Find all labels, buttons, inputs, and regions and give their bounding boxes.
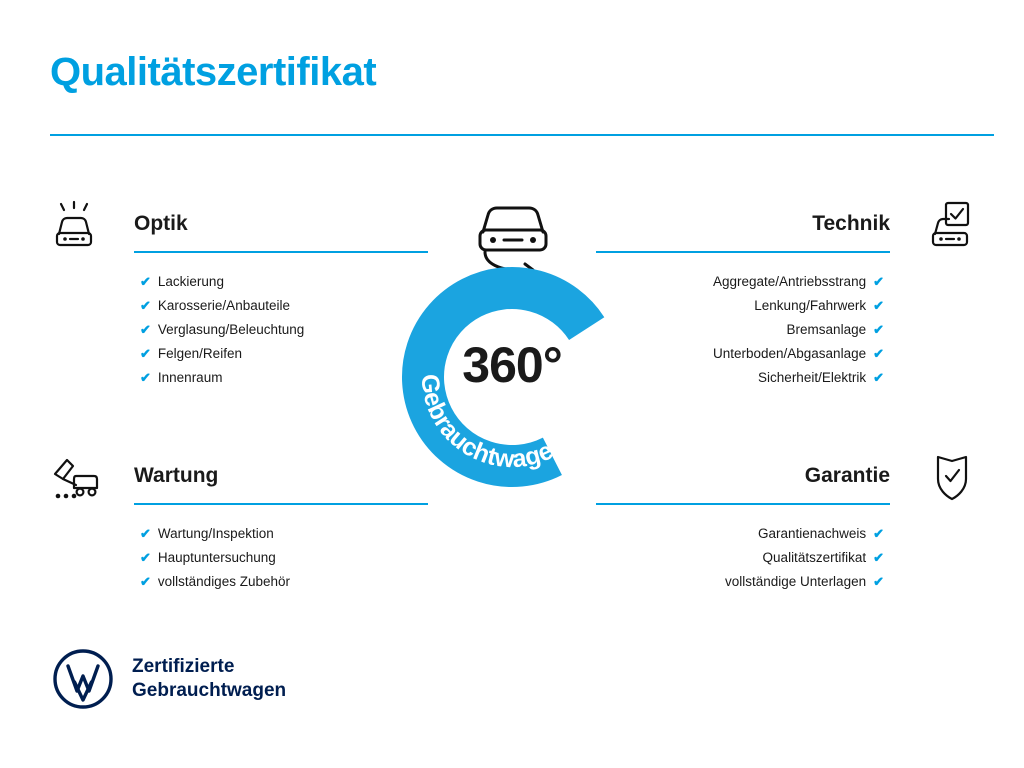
list-item-label: Bremsanlage <box>786 322 867 337</box>
list-item-label: Sicherheit/Elektrik <box>758 370 867 385</box>
section-title-optik: Optik <box>134 212 188 235</box>
footer-line-1: Zertifizierte <box>132 656 235 677</box>
list-item-label: Unterboden/Abgasanlage <box>712 346 867 361</box>
section-list-garantie <box>574 522 974 594</box>
title-divider <box>50 134 994 136</box>
list-item-label: Hauptuntersuchung <box>157 550 276 565</box>
section-divider-wartung <box>134 503 428 505</box>
check-icon: ✔ <box>140 550 151 565</box>
check-icon: ✔ <box>873 322 884 337</box>
section-divider-garantie <box>596 503 890 505</box>
list-item-label: Felgen/Reifen <box>157 346 242 361</box>
check-icon: ✔ <box>140 346 151 361</box>
vw-logo <box>52 648 114 710</box>
check-icon: ✔ <box>873 298 884 313</box>
list-item-label: Qualitätszertifikat <box>762 550 867 565</box>
list-item-label: Wartung/Inspektion <box>157 526 274 541</box>
list-item-label: vollständiges Zubehör <box>157 574 290 589</box>
list-item <box>574 522 884 546</box>
footer <box>52 648 286 710</box>
check-icon: ✔ <box>140 574 151 589</box>
section-list-wartung <box>50 522 450 594</box>
list-item-label: Garantienachweis <box>758 526 867 541</box>
list-item <box>140 522 450 546</box>
page-title: Qualitätszertifikat <box>50 50 377 94</box>
check-icon: ✔ <box>140 526 151 541</box>
check-icon: ✔ <box>873 370 884 385</box>
list-item <box>140 570 450 594</box>
list-item-label: Innenraum <box>157 370 223 385</box>
list-item-label: Verglasung/Beleuchtung <box>157 322 305 337</box>
check-icon: ✔ <box>873 346 884 361</box>
check-icon: ✔ <box>140 274 151 289</box>
section-title-garantie: Garantie <box>804 464 890 487</box>
list-item <box>574 546 884 570</box>
footer-line-2: Gebrauchtwagen <box>132 680 287 701</box>
shield-check-icon <box>902 452 974 508</box>
check-icon: ✔ <box>873 526 884 541</box>
section-title-wartung: Wartung <box>134 464 219 487</box>
list-item <box>140 546 450 570</box>
list-item-label: Aggregate/Antriebsstrang <box>712 274 867 289</box>
list-item-label: vollständige Unterlagen <box>725 574 867 589</box>
check-icon: ✔ <box>140 322 151 337</box>
car-polish-icon <box>50 200 122 256</box>
check-icon: ✔ <box>873 274 884 289</box>
car-lift-icon <box>50 452 122 508</box>
list-item <box>574 570 884 594</box>
check-icon: ✔ <box>873 550 884 565</box>
list-item-label: Lenkung/Fahrwerk <box>754 298 867 313</box>
check-icon: ✔ <box>873 574 884 589</box>
check-icon: ✔ <box>140 298 151 313</box>
center-badge <box>377 196 647 496</box>
degrees-label: 360° <box>462 337 562 393</box>
list-item-label: Lackierung <box>157 274 224 289</box>
section-title-technik: Technik <box>812 212 890 235</box>
car-checklist-icon <box>902 200 974 256</box>
check-icon: ✔ <box>140 370 151 385</box>
list-item-label: Karosserie/Anbauteile <box>157 298 290 313</box>
footer-text <box>132 655 286 703</box>
ring-label: Gebrauchtwagen-Check <box>415 373 609 474</box>
